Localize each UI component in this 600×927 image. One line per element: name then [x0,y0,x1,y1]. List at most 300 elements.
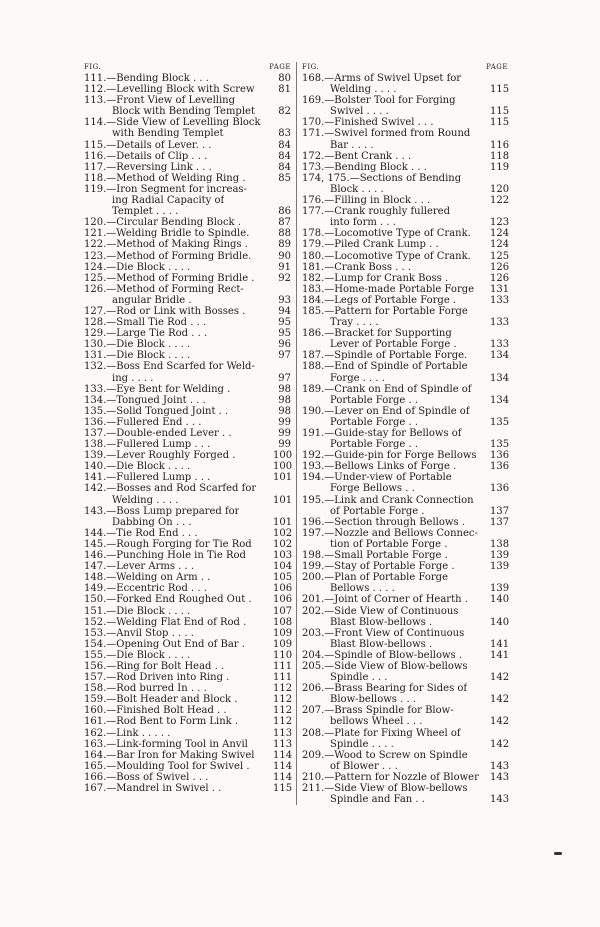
entry-page-number: 143 [490,771,510,783]
entry-line [84,716,291,727]
entry-line [84,450,291,461]
entry-caption: 128.—Small Tie Rod . . . [84,317,207,329]
page-heading: PAGE [269,63,291,71]
index-entry [302,705,508,727]
entry-caption: 144.—Tie Rod End . . . [84,527,198,539]
entry-page-number: 95 [278,317,291,329]
entry-caption: 127.—Rod or Link with Bosses . [84,305,246,317]
index-entry [84,173,291,184]
index-entry [302,228,508,239]
page-spacer [490,606,508,617]
entry-page-number: 137 [490,505,510,517]
entry-caption-continued: Templet . . . . [112,206,179,218]
index-entry [84,273,291,284]
entry-page-number: 98 [278,383,291,395]
entry-caption: 206.—Brass Bearing for Sides of [302,683,468,695]
entry-caption-continued: Blow-bellows . . . [330,694,417,706]
entry-caption-continued: Portable Forge . . [330,439,419,451]
entry-line [84,373,291,384]
index-entry [84,539,291,550]
entry-caption: 179.—Piled Crank Lump . . [302,239,439,251]
entry-caption-continued: Portable Forge . . [330,416,419,428]
right-column [296,62,508,805]
entry-line [84,739,291,750]
entry-caption: 149.—Eccentric Rod . . . [84,583,207,595]
entry-line [302,594,508,605]
entry-line [302,705,508,716]
index-entry [302,728,508,750]
entry-caption: 200.—Plan of Portable Forge [302,572,448,584]
entry-caption-continued: Welding . . . . [112,494,179,506]
entry-caption-continued: Block with Bending Templet [112,106,255,118]
entry-caption: 141.—Fullered Lump . . . [84,472,211,484]
entry-line [84,650,291,661]
entry-line [84,539,291,550]
entry-page-number: 143 [490,760,510,772]
entry-line [84,262,291,273]
index-entry [84,239,291,250]
index-entry [302,650,508,661]
entry-page-number: 111 [273,660,293,672]
entry-line [84,361,291,372]
page-spacer [490,128,508,139]
index-entry [84,73,291,84]
entry-line [84,184,291,195]
page-spacer [490,783,508,794]
entry-line [302,683,508,694]
entry-caption: 182.—Lump for Crank Boss . [302,272,449,284]
index-entry [302,117,508,128]
index-entry [84,739,291,750]
entry-caption: 173.—Bending Block . . . [302,161,427,173]
entry-page-number: 84 [278,139,291,151]
entry-caption: 167.—Mandrel in Swivel . . [84,783,222,794]
entry-page-number: 80 [278,73,291,84]
index-entry [84,84,291,95]
entry-page-number: 100 [273,461,293,473]
entry-line [302,306,508,317]
entry-caption-continued: Spindle . . . [330,672,388,684]
page-spacer [490,661,508,672]
index-entry [84,406,291,417]
entry-line [302,95,508,106]
index-entry [84,384,291,395]
entry-caption: 152.—Welding Flat End of Rod . [84,616,247,628]
entry-caption: 138.—Fullered Lump . . . [84,439,211,451]
left-column [84,62,296,805]
entry-line [302,716,508,727]
entry-caption: 187.—Spindle of Portable Forge. [302,350,468,362]
entry-page-number: 123 [490,217,510,229]
entry-line [84,683,291,694]
entry-caption: 195.—Link and Crank Connection [302,494,474,506]
page-spacer [490,384,508,395]
entry-line [84,273,291,284]
entry-line [84,106,291,117]
entry-caption: 117.—Reversing Link . . . [84,161,212,173]
entry-page-number: 98 [278,405,291,417]
entry-line [302,550,508,561]
index-entry [302,628,508,650]
entry-page-number: 142 [490,672,510,684]
entry-line [302,772,508,783]
index-entry [84,350,291,361]
entry-caption-continued: of Blower . . . [330,760,398,772]
entry-line [302,350,508,361]
entry-page-number: 87 [278,217,291,229]
entry-caption: 189.—Crank on End of Spindle of [302,383,472,395]
entry-line [302,739,508,750]
entry-caption-continued: Portable Forge . . [330,394,419,406]
entry-caption: 166.—Boss of Swivel . . . [84,771,209,783]
page-spacer [273,184,291,195]
entry-line [302,417,508,428]
index-entry [84,728,291,739]
page-spacer [490,472,508,483]
index-entry [84,705,291,716]
entry-page-number: 137 [490,516,510,528]
index-entry [302,750,508,772]
index-entry [84,628,291,639]
index-entry [84,117,291,139]
entry-page-number: 108 [273,616,293,628]
entry-caption: 164.—Bar Iron for Making Swivel [84,749,255,761]
entry-page-number: 112 [273,716,293,728]
entry-line [302,606,508,617]
index-entry [302,361,508,383]
entry-caption-continued: bellows Wheel . . . [330,716,423,728]
index-entry [302,517,508,528]
entry-caption: 201.—Joint of Corner of Hearth . [302,594,468,606]
index-entry [84,361,291,383]
entry-caption-continued: of Portable Forge . [330,505,425,517]
page-spacer [273,95,291,106]
entry-caption-continued: angular Bridle . [112,294,192,306]
figure-index [84,62,508,805]
entry-caption: 124.—Die Block . . . . [84,261,191,273]
index-entry [302,328,508,350]
entry-page-number: 101 [273,494,293,506]
entry-caption: 199.—Stay of Portable Forge . [302,561,455,573]
page-spacer [490,361,508,372]
page-spacer [490,306,508,317]
entry-caption: 132.—Boss End Scarfed for Weld- [84,361,255,373]
index-entry [84,672,291,683]
entry-caption: 139.—Lever Roughly Forged . [84,450,236,462]
entry-caption: 160.—Finished Bolt Head . . [84,705,227,717]
entry-line [84,140,291,151]
entry-line [302,73,508,84]
index-entry [302,284,508,295]
entry-line [84,128,291,139]
entry-page-number: 102 [273,538,293,550]
entry-page-number: 134 [490,350,510,362]
entry-caption: 170.—Finished Swivel . . . [302,117,434,129]
entry-page-number: 91 [278,261,291,273]
entry-line [302,517,508,528]
entry-caption-continued: Forge Bellows . . [330,483,415,495]
entry-caption: 190.—Lever on End of Spindle of [302,405,470,417]
entry-line [302,628,508,639]
entry-line [302,617,508,628]
entry-line [84,95,291,106]
entry-line [302,439,508,450]
page-spacer [273,361,291,372]
entry-caption: 115.—Details of Lever. . . [84,139,212,151]
index-entry [84,528,291,539]
entry-line [84,173,291,184]
entry-caption: 151.—Die Block . . . . [84,605,191,617]
entry-line [84,428,291,439]
entry-page-number: 112 [273,705,293,717]
entry-line [302,384,508,395]
entry-page-number: 136 [490,461,510,473]
entry-page-number: 114 [273,749,293,761]
index-entry [302,606,508,628]
entry-line [302,572,508,583]
entry-line [84,417,291,428]
entry-page-number: 82 [278,106,291,118]
entry-page-number: 93 [278,294,291,306]
entry-page-number: 114 [273,771,293,783]
entry-line [84,783,291,794]
index-entry [302,661,508,683]
entry-page-number: 98 [278,394,291,406]
entry-line [84,284,291,295]
entry-line [84,151,291,162]
entry-page-number: 122 [490,195,510,207]
entry-page-number: 107 [273,605,293,617]
index-entry [84,251,291,262]
entry-page-number: 99 [278,416,291,428]
entry-line [84,639,291,650]
entry-caption: 118.—Method of Welding Ring . [84,172,246,184]
entry-line [84,251,291,262]
entry-line [302,251,508,262]
entry-caption: 133.—Eye Bent for Welding . [84,383,231,395]
entry-line [302,273,508,284]
entry-caption: 136.—Fullered End . . . [84,416,202,428]
entry-caption: 130.—Die Block . . . . [84,339,191,351]
page-spacer [490,495,508,506]
entry-page-number: 126 [490,272,510,284]
entry-caption: 207.—Brass Spindle for Blow- [302,705,454,717]
entry-line [302,361,508,372]
entry-caption: 202.—Side View of Continuous [302,605,459,617]
entry-page-number: 133 [490,339,510,351]
index-entry [302,561,508,572]
index-entry [302,461,508,472]
entry-page-number: 115 [490,117,510,129]
index-columns [84,62,508,805]
entry-page-number: 119 [490,161,510,173]
entry-line [84,750,291,761]
entry-line [84,661,291,672]
entry-line [84,339,291,350]
entry-page-number: 89 [278,239,291,251]
entry-line [302,228,508,239]
entry-page-number: 100 [273,450,293,462]
entry-caption: 142.—Bosses and Rod Scarfed for [84,483,257,495]
entry-caption-continued: ing Radial Capacity of [112,195,225,207]
entry-caption: 140.—Die Block . . . . [84,461,191,473]
entry-caption-continued: Forge . . . . [330,372,385,384]
index-entry [302,251,508,262]
entry-line [302,162,508,173]
entry-page-number: 112 [273,683,293,695]
index-entry [84,339,291,350]
entry-page-number: 88 [278,228,291,240]
entry-caption: 161.—Rod Bent to Form Link . [84,716,239,728]
entry-page-number: 139 [490,561,510,573]
index-entry [302,306,508,328]
entry-caption: 122.—Method of Making Rings . [84,239,248,251]
index-entry [84,583,291,594]
entry-caption: 114.—Side View of Levelling Block [84,117,261,129]
entry-line [302,128,508,139]
entry-caption: 169.—Bolster Tool for Forging [302,95,456,107]
entry-line [302,217,508,228]
entry-page-number: 135 [490,416,510,428]
entry-line [302,639,508,650]
index-entry [84,395,291,406]
entry-line [84,728,291,739]
entry-line [302,583,508,594]
entry-page-number: 85 [278,172,291,184]
entry-page-number: 106 [273,583,293,595]
entry-caption: 154.—Opening Out End of Bar . [84,638,245,650]
entry-line [84,206,291,217]
index-entry [302,406,508,428]
page-spacer [273,506,291,517]
index-entry [302,195,508,206]
entry-page-number: 136 [490,450,510,462]
entry-line [84,550,291,561]
index-entry [302,550,508,561]
entry-line [302,495,508,506]
entry-caption: 176.—Filling in Block . . . [302,195,431,207]
entry-line [84,317,291,328]
index-entry [84,284,291,306]
entry-line [302,295,508,306]
entry-caption: 208.—Plate for Fixing Wheel of [302,727,461,739]
entry-page-number: 109 [273,627,293,639]
entry-page-number: 140 [490,594,510,606]
left-column-header [84,62,291,73]
entry-caption-continued: Spindle . . . . [330,738,394,750]
index-entry [84,483,291,505]
entry-page-number: 105 [273,572,293,584]
page-spacer [490,73,508,84]
entry-page-number: 115 [273,783,293,794]
entry-line [84,350,291,361]
right-column-header [302,62,508,73]
right-entry-list [302,73,508,805]
entry-page-number: 90 [278,250,291,262]
entry-line [84,761,291,772]
entry-line [302,561,508,572]
entry-line [84,583,291,594]
entry-line [302,428,508,439]
page-spacer [490,705,508,716]
fig-heading: FIG. [84,63,102,71]
entry-line [302,539,508,550]
entry-line [84,472,291,483]
index-entry [302,206,508,228]
entry-caption: 156.—Ring for Bolt Head . . [84,660,225,672]
entry-caption: 131.—Die Block . . . . [84,350,191,362]
entry-page-number: 118 [490,150,510,162]
entry-page-number: 94 [278,305,291,317]
entry-caption: 153.—Anvil Stop . . . . [84,627,194,639]
index-entry [302,683,508,705]
entry-page-number: 143 [490,794,510,806]
entry-page-number: 112 [273,694,293,706]
index-entry [84,217,291,228]
entry-line [302,450,508,461]
entry-caption: 196.—Section through Bellows . [302,516,465,528]
index-entry [302,428,508,450]
index-entry [84,716,291,727]
entry-line [302,661,508,672]
entry-line [84,328,291,339]
entry-caption: 155.—Die Block . . . . [84,649,191,661]
entry-caption: 210.—Pattern for Nozzle of Blower [302,771,479,783]
index-entry [84,262,291,273]
page-spacer [273,117,291,128]
entry-page-number: 120 [490,183,510,195]
index-entry [302,594,508,605]
entry-caption: 150.—Forked End Roughed Out . [84,594,252,606]
entry-page-number: 136 [490,483,510,495]
entry-page-number: 139 [490,583,510,595]
page-spacer [490,95,508,106]
entry-caption-continued: into form . . . [330,217,396,229]
entry-caption: 119.—Iron Segment for increas- [84,183,247,195]
entry-page-number: 135 [490,439,510,451]
entry-caption: 111.—Bending Block . . . [84,73,209,84]
entry-line [302,728,508,739]
entry-page-number: 110 [273,649,293,661]
entry-line [84,384,291,395]
entry-page-number: 102 [273,527,293,539]
entry-page-number: 142 [490,694,510,706]
entry-line [302,761,508,772]
entry-line [84,594,291,605]
entry-caption: 125.—Method of Forming Bridle . [84,272,255,284]
entry-caption: 162.—Link . . . . . [84,727,171,739]
entry-page-number: 126 [490,261,510,273]
entry-caption-continued: Spindle and Fan . . [330,794,425,806]
index-entry [302,262,508,273]
entry-caption-continued: Bar . . . . [330,139,374,151]
entry-caption-continued: Dabbing On . . . [112,516,192,528]
entry-page-number: 142 [490,716,510,728]
entry-page-number: 131 [490,283,510,295]
index-entry [84,328,291,339]
entry-line [302,151,508,162]
entry-caption: 194.—Under-view of Portable [302,472,452,484]
entry-caption: 137.—Double-ended Lever . . [84,428,232,439]
entry-caption: 112.—Levelling Block with Screw [84,84,255,96]
entry-line [84,306,291,317]
entry-caption: 205.—Side View of Blow-bellows [302,660,468,672]
index-entry [84,572,291,583]
entry-line [84,495,291,506]
entry-page-number: 114 [273,760,293,772]
entry-caption: 185.—Pattern for Portable Forge [302,305,468,317]
print-speck [554,852,562,855]
